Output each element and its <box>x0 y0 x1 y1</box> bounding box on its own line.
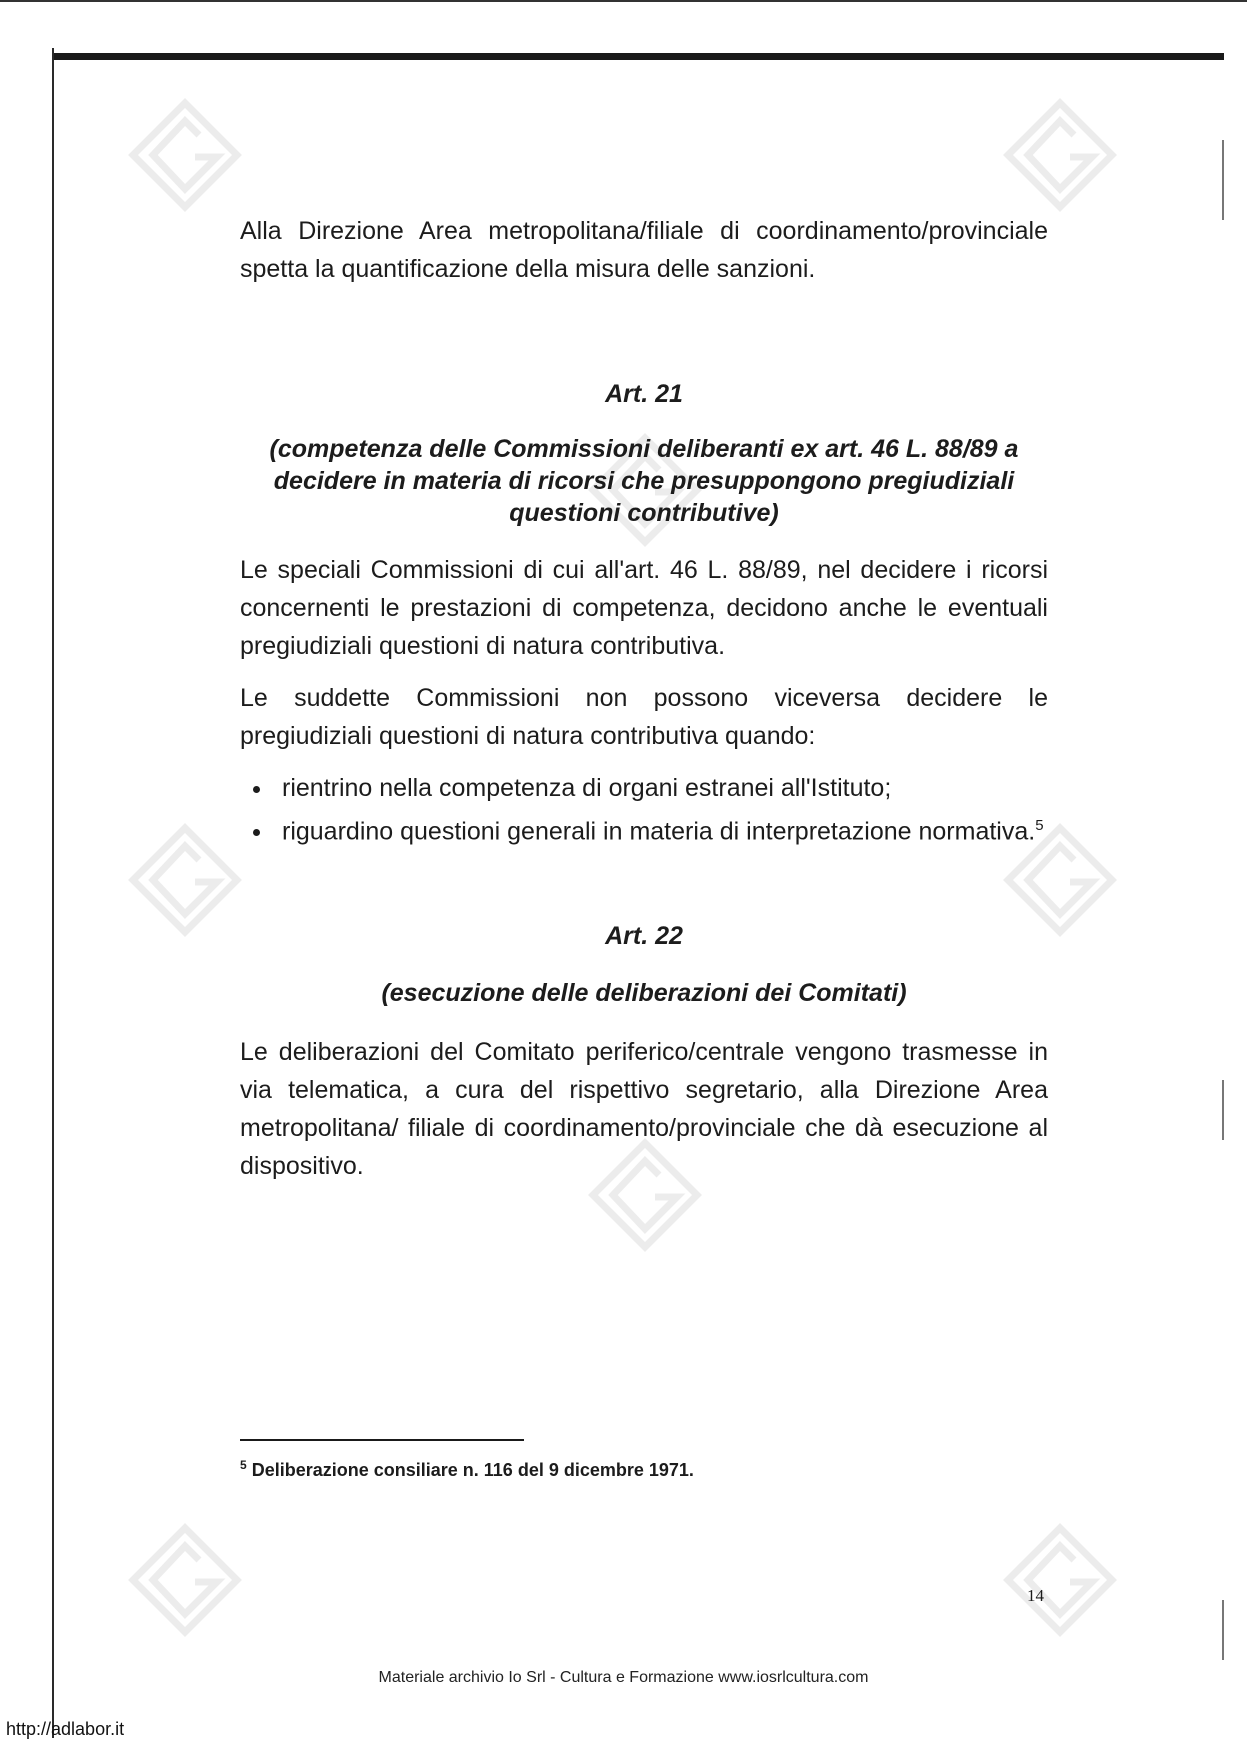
article-paragraph: Le speciali Commissioni di cui all'art. 46 L. 88/89, nel decidere i ricorsi concernenti le prestazioni di competenza, decidono anche le eventuali pregiudiziali questioni di natura contributiva. <box>240 556 1048 660</box>
footnote <box>240 1458 694 1481</box>
scan-edge-mark <box>1222 1080 1224 1140</box>
scan-edge-mark <box>1222 1600 1224 1660</box>
site-url-footer: http://adlabor.it <box>6 1719 125 1739</box>
article-title: Art. 21 <box>605 380 683 408</box>
archive-footer: Materiale archivio Io Srl - Cultura e Formazione www.iosrlcultura.com <box>378 1669 869 1686</box>
list-item <box>274 807 1048 850</box>
footnote-number: 5 <box>240 1458 247 1472</box>
document-body <box>240 212 1048 1185</box>
article-22 <box>240 922 1048 1185</box>
footnote-separator <box>240 1439 524 1441</box>
article-subtitle: (competenza delle Commissioni deliberanti ex art. 46 L. 88/89 a decidere in materia di ricorsi che presuppongono pregiudiziali questioni contributive) <box>269 435 1019 527</box>
article-paragraph: Le deliberazioni del Comitato periferico/centrale vengono trasmesse in via telematica, a cura del rispettivo segretario, alla Direzione Area metropolitana/ filiale di coordinamento/provinciale che dà esecuzione al dispositivo. <box>240 1038 1048 1181</box>
list-item-text: rientrino nella competenza di organi estranei all'Istituto; <box>282 774 892 802</box>
logo-watermark-icon <box>125 820 245 940</box>
article-paragraph: Le suddette Commissioni non possono viceversa decidere le pregiudiziali questioni di natura contributiva quando: <box>240 684 1048 750</box>
list-item <box>274 769 1048 807</box>
article-subtitle: (esecuzione delle deliberazioni dei Comitati) <box>381 979 907 1008</box>
logo-watermark-icon <box>1000 1520 1120 1640</box>
logo-watermark-icon <box>125 95 245 215</box>
page-top-edge <box>0 0 1247 2</box>
intro-paragraph: Alla Direzione Area metropolitana/filiale di coordinamento/provinciale spetta la quantificazione della misura delle sanzioni. <box>240 217 1048 283</box>
article-title: Art. 22 <box>605 922 683 951</box>
logo-watermark-icon <box>125 1520 245 1640</box>
header-rule <box>54 53 1224 60</box>
bullet-list <box>240 769 1048 850</box>
logo-watermark-icon <box>1000 95 1120 215</box>
article-21 <box>240 380 1048 850</box>
page-number: 14 <box>1027 1586 1044 1605</box>
footnote-reference: 5 <box>1035 817 1044 834</box>
footnote-text: Deliberazione consiliare n. 116 del 9 dicembre 1971. <box>251 1460 694 1480</box>
list-item-text: riguardino questioni generali in materia di interpretazione normativa. <box>282 817 1036 846</box>
left-margin-rule <box>52 48 54 1738</box>
scan-edge-mark <box>1222 140 1224 220</box>
